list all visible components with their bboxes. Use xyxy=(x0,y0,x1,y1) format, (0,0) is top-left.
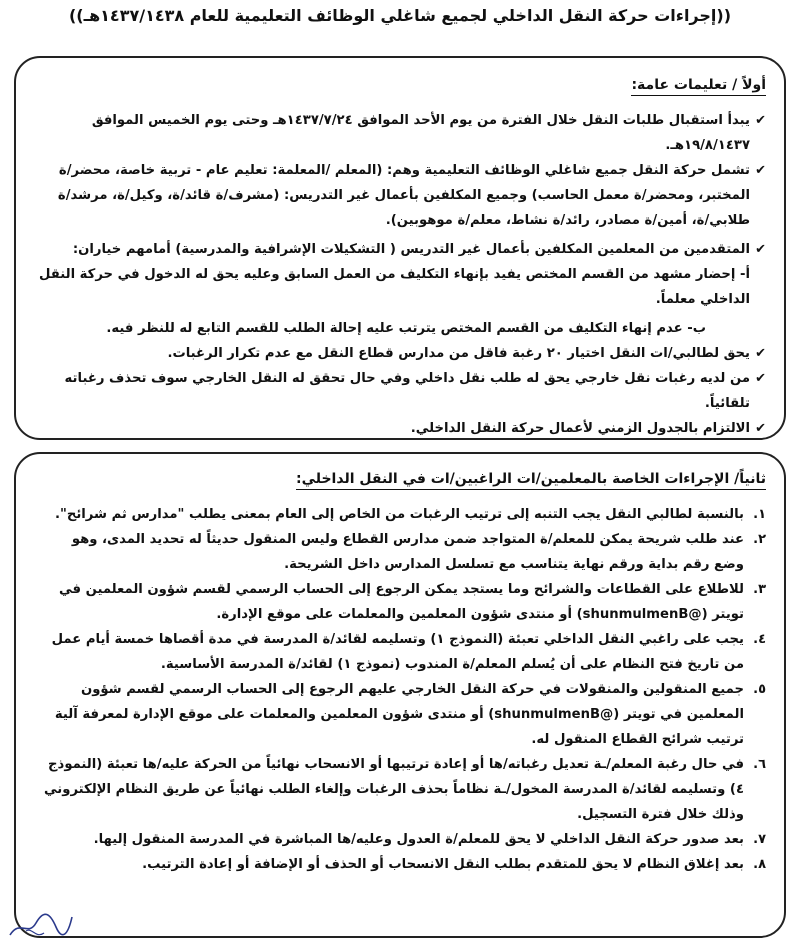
section-heading: ثانياً/ الإجراءات الخاصة بالمعلمين/ات الراغبين/ات في النقل الداخلي: xyxy=(296,471,766,490)
numbered-item: ٥. جميع المنقولين والمنقولات في حركة النقل الخارجي عليهم الرجوع إلى الحساب الرسمي لقسم شؤون المعلمين في تويتر (@shunmulmenB) أو منتدى شؤون المعلمين والمعلمات على موقع الإدارة لمعرفة آلية ترتيب شرائح القطاع المنقول له. xyxy=(54,682,766,747)
check-mark-icon: ✔ xyxy=(755,242,766,257)
section-heading: أولاً / تعليمات عامة: xyxy=(631,77,766,96)
list-item: ✔ من لديه رغبات نقل خارجي يحق له طلب نقل داخلي وفي حال تحقق له النقل الخارجي سوف تحذف رغباته تلقائياً. xyxy=(38,366,766,416)
numbered-item: ٤. يجب على راغبي النقل الداخلي تعبئة (النموذج ١) وتسليمه لقائد/ة المدرسة في مدة أقصاها خمسة أيام عمل من تاريخ فتح النظام على أن يُسلم المعلم/ة المندوب (نموذج ١) لقائد/ة المدرسة الأساسية. xyxy=(51,632,766,672)
check-mark-icon: ✔ xyxy=(755,421,766,436)
numbered-item: ٦. في حال رغبة المعلم/ـة تعديل رغباته/ها أو إعادة ترتيبها أو الانسحاب نهائياً من الحركة عليه/ها تعبئة (النموذج ٤) وتسليمه لقائد/ة المدرسة المخول/ـة نظاماً بحذف الرغبات وإلغاء الطلب نهائياً عن طريق النظام الإلكتروني وذلك خلال فترة التسجيل. xyxy=(43,757,766,822)
teacher-procedures-box xyxy=(14,452,786,938)
sub-item-b: ب- عدم إنهاء التكليف من القسم المختص يترتب عليه إحالة الطلب للقسم التابع له للنظر فيه. xyxy=(106,321,706,336)
numbered-item: ١. بالنسبة لطالبي النقل يجب التنبه إلى ترتيب الرغبات من الخاص إلى العام بمعنى يطلب "مدارس ثم شرائح". xyxy=(54,507,766,522)
numbered-item: ٧. بعد صدور حركة النقل الداخلي لا يحق للمعلم/ة العدول وعليه/ها المباشرة في المدرسة المنقول إليها. xyxy=(93,832,766,847)
sub-item-a: أ- إحضار مشهد من القسم المختص يفيد بإنهاء التكليف من العمل السابق وعليه يحق له الدخول في حركة النقل الداخلي معلماً. xyxy=(38,267,750,307)
check-mark-icon: ✔ xyxy=(755,346,766,361)
numbered-item: ٢. عند طلب شريحة يمكن للمعلم/ة المتواجد ضمن مدارس القطاع وليس المنقول حديثاً له تحديد المدى، وهو وضع رقم بداية ورقم نهاية يتناسب مع تسلسل المدارس داخل الشريحة. xyxy=(71,532,766,572)
list-item: ✔ المتقدمين من المعلمين المكلفين بأعمال غير التدريس ( التشكيلات الإشرافية والمدرسية) أمامهم خياران: xyxy=(38,237,766,262)
list-item: ✔ يحق لطالبي/ات النقل اختيار ٢٠ رغبة فاقل من مدارس قطاع النقل مع عدم تكرار الرغبات. xyxy=(38,341,766,366)
check-mark-icon: ✔ xyxy=(755,113,766,128)
numbered-item: ٣. للاطلاع على القطاعات والشرائح وما يستجد يمكن الرجوع إلى الحساب الرسمي لقسم شؤون المعلمين في تويتر (@shunmulmenB) أو منتدى شؤون المعلمين والمعلمات على موقع الإدارة. xyxy=(59,582,766,622)
list-item: ✔ الالتزام بالجدول الزمني لأعمال حركة النقل الداخلي. xyxy=(38,416,766,441)
check-mark-icon: ✔ xyxy=(755,163,766,178)
list-item: ✔ يبدأ استقبال طلبات النقل خلال الفترة من يوم الأحد الموافق ١٤٣٧/٧/٢٤هـ وحتى يوم الخميس الموافق ١٩/٨/١٤٣٧هـ. xyxy=(38,108,766,158)
numbered-item: ٨. بعد إغلاق النظام لا يحق للمتقدم بطلب النقل الانسحاب أو الحذف أو الإضافة أو إعادة الترتيب. xyxy=(142,857,766,872)
general-instructions-box xyxy=(14,56,786,440)
signature-mark xyxy=(6,909,76,941)
list-item: ✔ تشمل حركة النقل جميع شاغلي الوظائف التعليمية وهم: (المعلم /المعلمة: تعليم عام - تربية خاصة، محضر/ة المختبر، ومحضر/ة معمل الحاسب) وجميع المكلفين بأعمال غير التدريس: (مشرف/ة قائد/ة، وكيل/ة، مرشد/ة طلابي/ة، أمين/ة مصادر، رائد/ة نشاط، معلم/ة موهوبين). xyxy=(38,158,766,233)
check-mark-icon: ✔ xyxy=(755,371,766,386)
page-title: ((إجراءات حركة النقل الداخلي لجميع شاغلي الوظائف التعليمية للعام ١٤٣٧/١٤٣٨هـ)) xyxy=(68,6,732,25)
